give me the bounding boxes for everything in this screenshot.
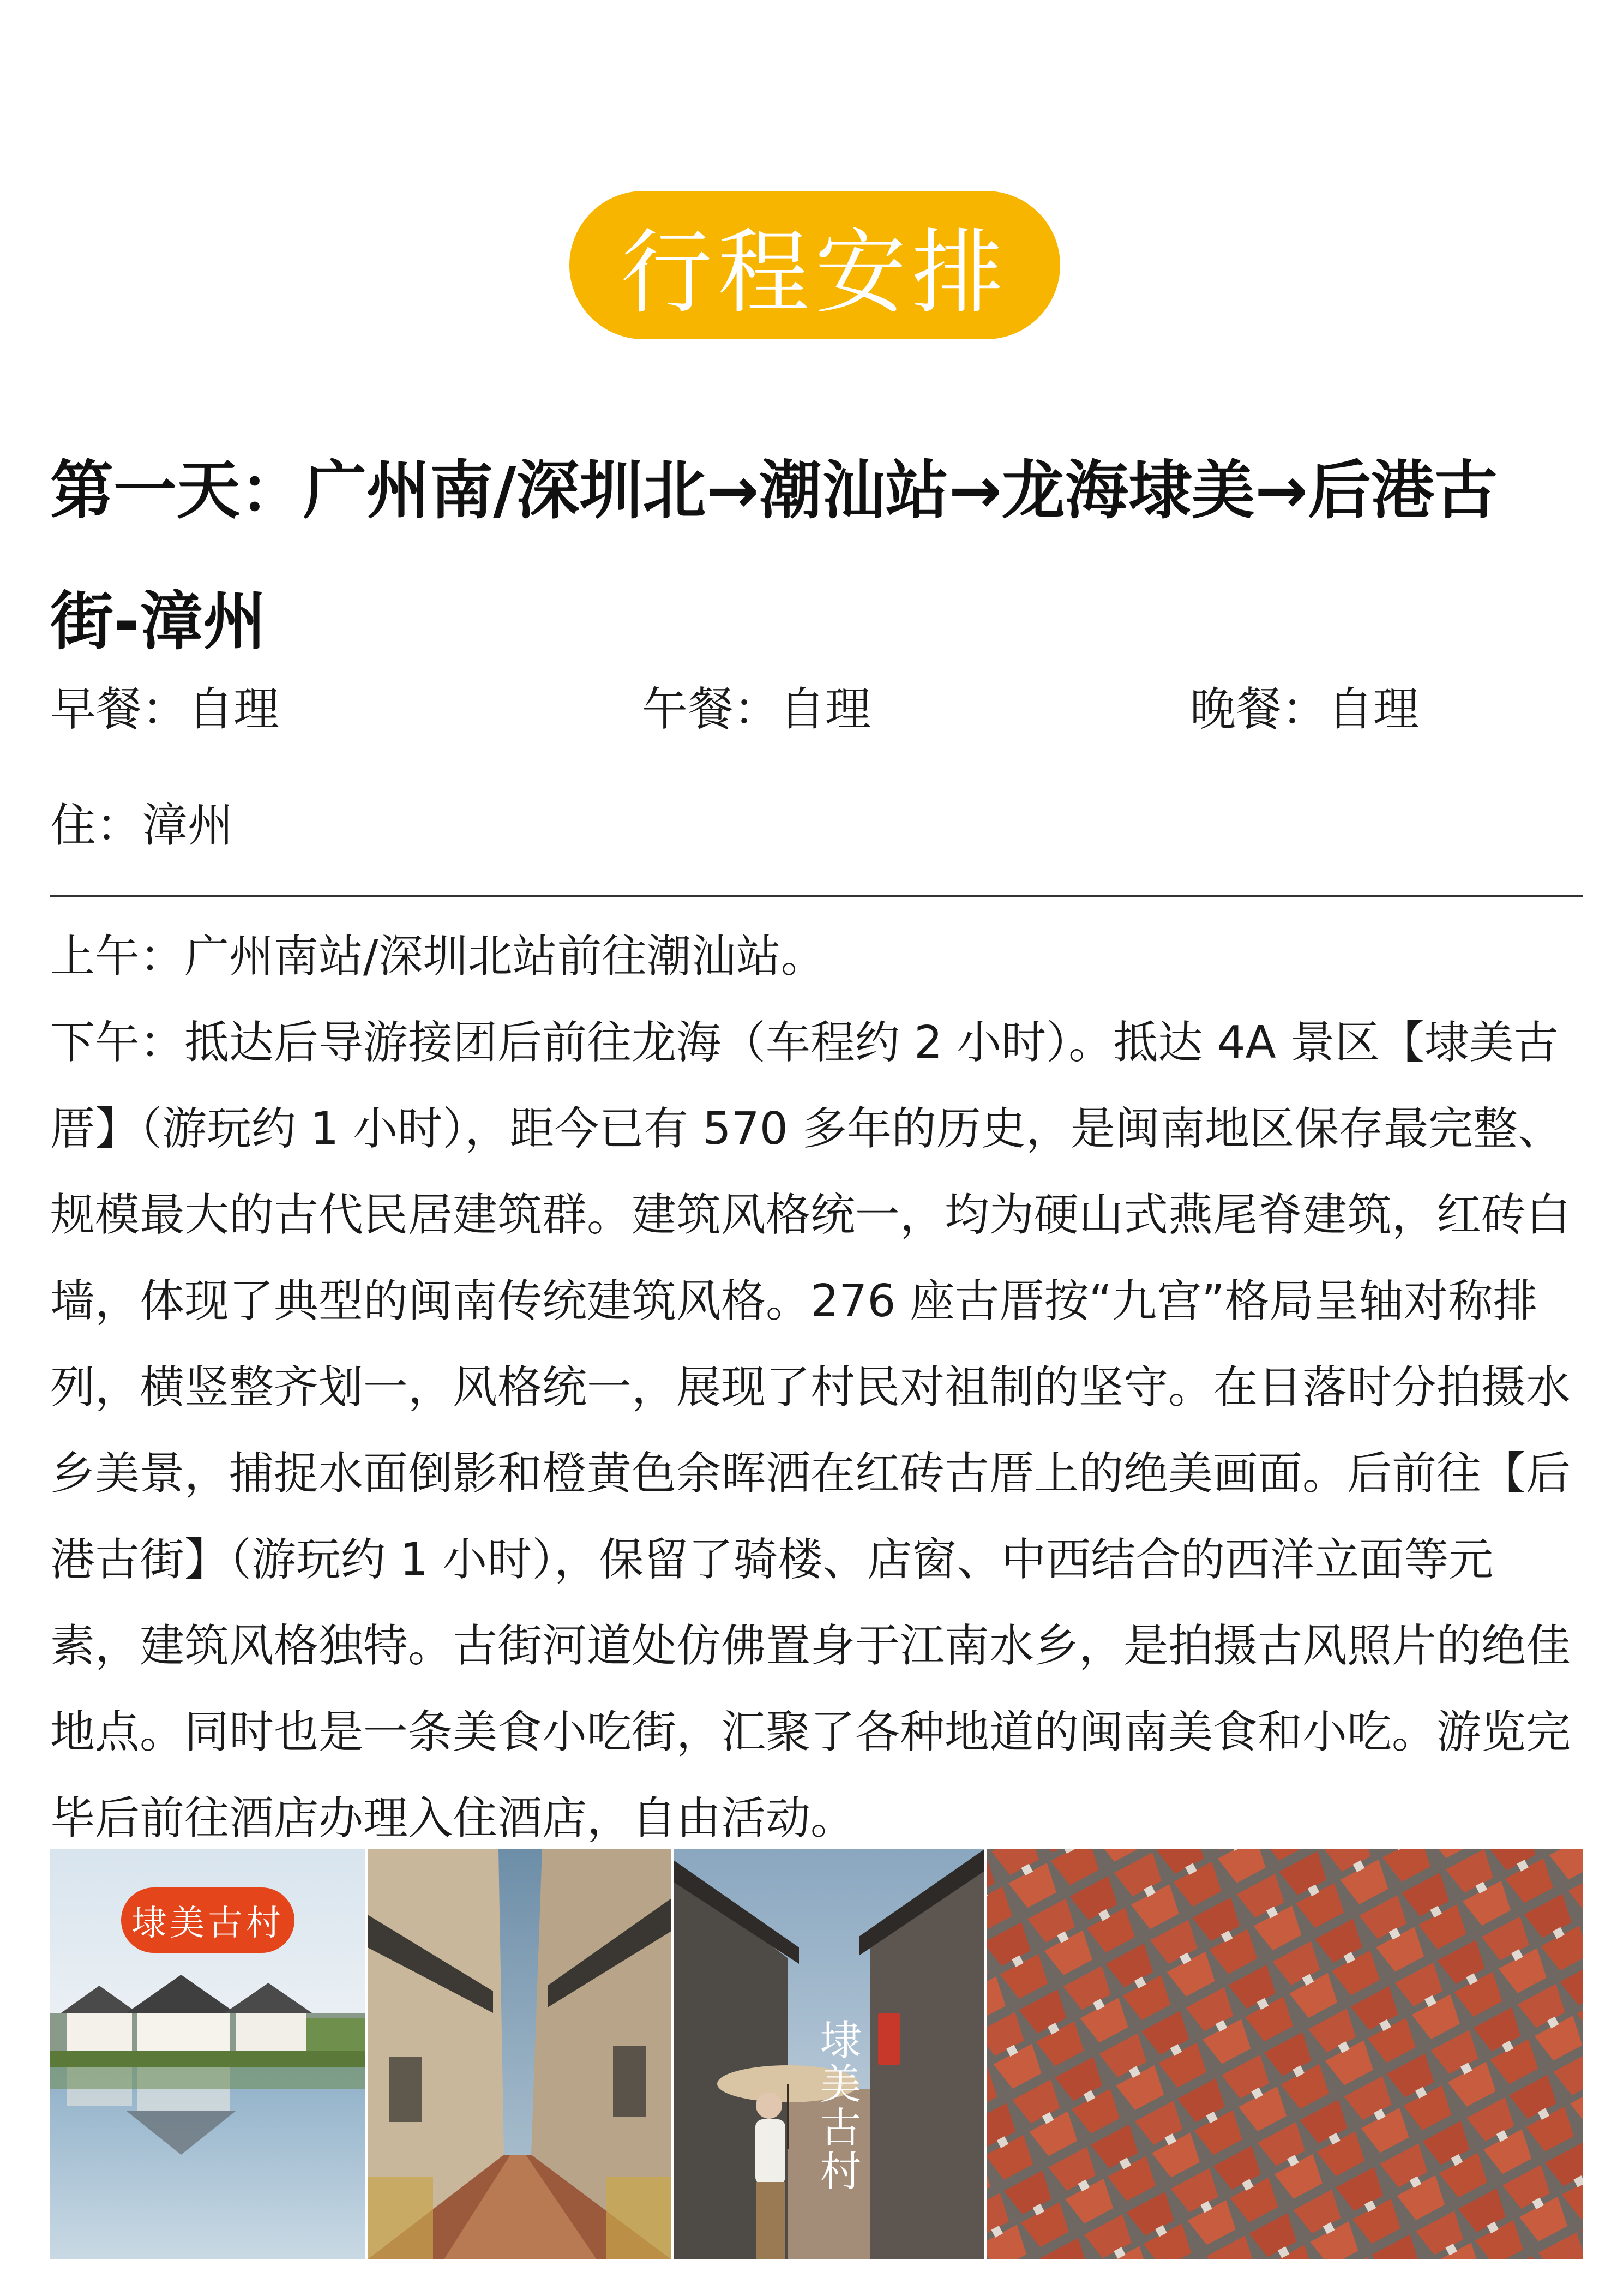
photo-village-reflection bbox=[50, 1849, 365, 2259]
lunch-info: 午餐：自理 bbox=[642, 682, 871, 736]
photo3-seal bbox=[878, 2013, 900, 2065]
photo-strip bbox=[50, 1849, 1583, 2259]
dinner-info: 晚餐：自理 bbox=[1190, 682, 1420, 736]
photo-alley bbox=[368, 1849, 671, 2259]
divider bbox=[50, 895, 1583, 897]
morning-paragraph: 上午：广州南站/深圳北站前往潮汕站。 bbox=[50, 931, 826, 982]
meals-row bbox=[50, 679, 1583, 739]
day-title: 第一天：广州南/深圳北→潮汕站→龙海埭美→后港古街-漳州 bbox=[50, 454, 1498, 658]
itinerary-text bbox=[50, 914, 1583, 1862]
photo-aerial-roofs bbox=[987, 1849, 1583, 2259]
afternoon-paragraph: 下午：抵达后导游接团后前往龙海（车程约 2 小时）。抵达 4A 景区【埭美古厝】（游玩约 1 小时），距今已有 570 多年的历史，是闽南地区保存最完整、规模最大的古代民居建筑群。建筑风格统一，均为硬山式燕尾脊建筑，红砖白墙，体现了典型的闽南传统建筑风格。276 座古厝按“九宫”格局呈轴对称排列，横竖整齐划一，风格统一，展现了村民对祖制的坚守。在日落时分拍摄水乡美景，捕捉水面倒影和橙黄色余晖洒在红砖古厝上的绝美画面。后前往【后港古街】（游玩约 1 小时），保留了骑楼、店窗、中西结合的西洋立面等元素，建筑风格独特。古街河道处仿佛置身于江南水乡，是拍摄古风照片的绝佳地点。同时也是一条美食小吃街，汇聚了各种地道的闽南美食和小吃。游览完毕后前往酒店办理入住酒店，自由活动。 bbox=[50, 1017, 1571, 1844]
photo-umbrella-portrait bbox=[674, 1849, 984, 2259]
breakfast-info: 早餐：自理 bbox=[50, 682, 280, 736]
accommodation-info: 住：漳州 bbox=[50, 799, 234, 852]
section-badge bbox=[569, 191, 1060, 339]
photo3-caption: 埭美古村 bbox=[813, 2018, 862, 2193]
section-badge-label: 行程安排 bbox=[621, 219, 1009, 326]
photo1-caption: 埭美古村 bbox=[121, 1887, 294, 1953]
